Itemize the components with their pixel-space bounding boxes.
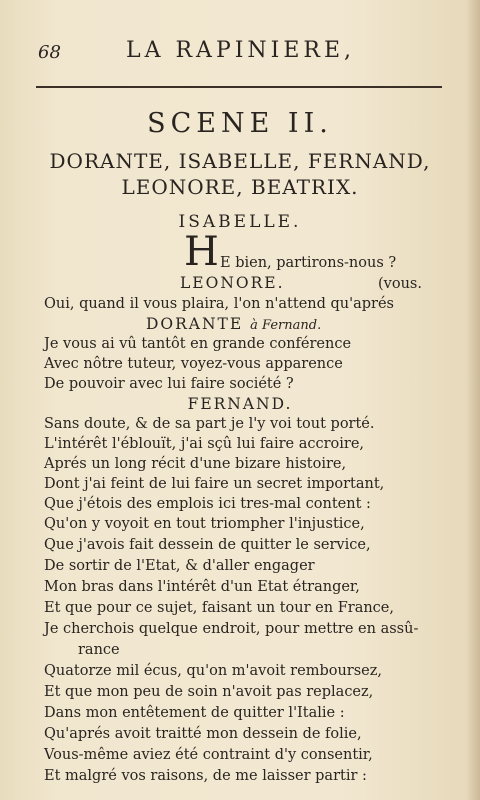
- verse-line: Qu'aprés avoit traitté mon dessein de folie,: [44, 726, 362, 742]
- drop-cap: H: [184, 229, 219, 275]
- verse-line: Et malgré vos raisons, de me laisser partir :: [44, 768, 367, 784]
- verse-line: Mon bras dans l'intérêt d'un Etat étranger,: [44, 579, 360, 595]
- verse-line: Dans mon entêtement de quitter l'Italie :: [44, 705, 345, 721]
- page-header: [38, 38, 450, 68]
- verse-line: Sans doute, & de sa part je l'y voi tout porté.: [44, 416, 375, 432]
- verse-line: E bien, partirons-nous ?: [220, 255, 397, 271]
- verse-line: Avec nôtre tuteur, voyez-vous apparence: [44, 356, 343, 372]
- speaker-name: ISABELLE.: [178, 212, 302, 232]
- verse-line: Vous-même aviez été contraint d'y consentir,: [44, 747, 373, 763]
- page-number: 68: [38, 42, 61, 63]
- verse-line: L'intérêt l'éblouït, j'ai sçû lui faire accroire,: [44, 436, 365, 452]
- verse-line: Que j'étois des emplois ici tres-mal content :: [44, 496, 371, 512]
- verse-line: Que j'avois fait dessein de quitter le service,: [44, 537, 371, 553]
- verse-line-continuation: (vous.: [378, 276, 422, 292]
- verse-line: De pouvoir avec lui faire société ?: [44, 376, 294, 392]
- header-rule: [36, 86, 442, 88]
- verse-line: Quatorze mil écus, qu'on m'avoit remboursez,: [44, 663, 382, 679]
- stage-direction: à Fernand.: [250, 318, 322, 333]
- verse-line: Qu'on y voyoit en tout triompher l'injustice,: [44, 516, 365, 532]
- cast-line: DORANTE, ISABELLE, FERNAND,: [49, 149, 431, 173]
- verse-line: De sortir de l'Etat, & d'aller engager: [44, 558, 315, 574]
- verse-line: Je vous ai vû tantôt en grande conférence: [44, 336, 352, 352]
- verse-line: Je cherchois quelque endroit, pour mettre en assû-: [44, 621, 419, 637]
- running-title: LA RAPINIERE,: [126, 38, 356, 63]
- scene-title: SCENE II.: [147, 108, 333, 139]
- verse-line: Dont j'ai feint de lui faire un secret important,: [44, 476, 385, 492]
- speaker-line: [146, 315, 321, 333]
- verse-line: Et que mon peu de soin n'avoit pas replacez,: [44, 684, 374, 700]
- speaker-name: LEONORE.: [180, 274, 285, 292]
- verse-line: Aprés un long récit d'une bizare histoire,: [44, 456, 347, 472]
- speaker-name: FERNAND.: [187, 395, 293, 413]
- verse-line: rance: [78, 642, 120, 658]
- verse-line: Et que pour ce sujet, faisant un tour en France,: [44, 600, 394, 616]
- cast-line: LEONORE, BEATRIX.: [121, 175, 359, 199]
- verse-line: Oui, quand il vous plaira, l'on n'attend qu'aprés: [44, 296, 394, 312]
- speaker-name: DORANTE: [146, 315, 244, 333]
